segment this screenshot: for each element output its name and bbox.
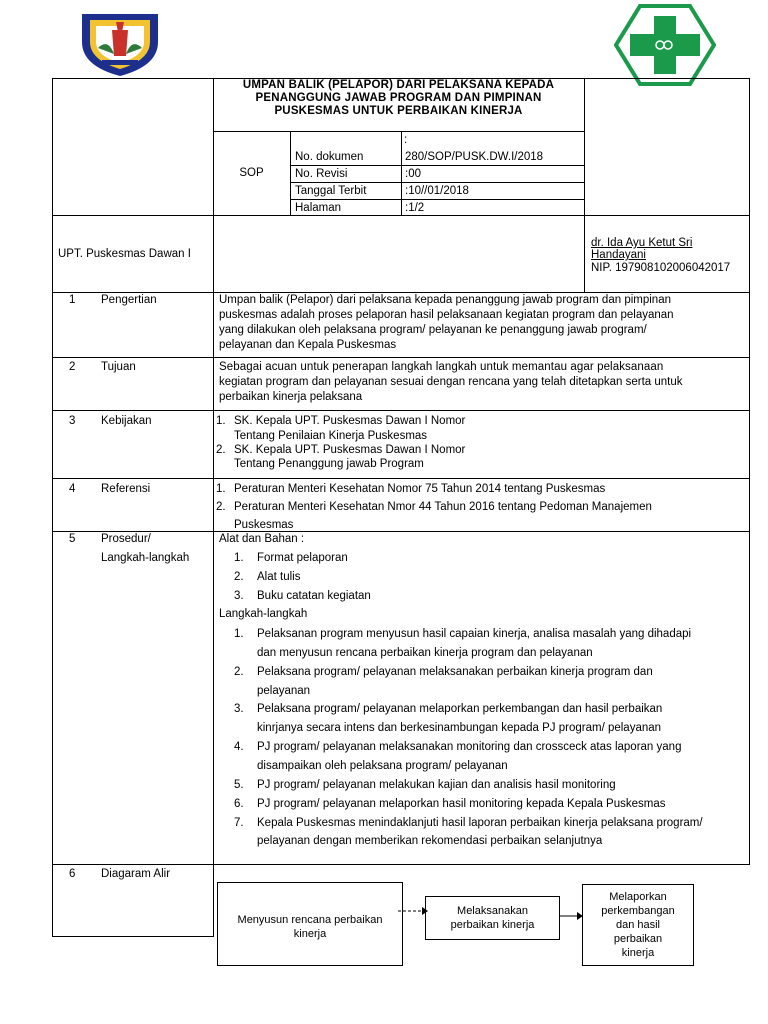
section-number: 4 <box>69 483 76 495</box>
signer-name-line-2: Handayani <box>591 249 646 261</box>
flow-box-text: Menyusun rencana perbaikan <box>237 914 383 926</box>
section-label-langkah: Langkah-langkah <box>101 552 190 564</box>
flow-box-report <box>582 884 694 966</box>
list-number: 3. <box>234 703 244 715</box>
document-title-line-3: PUSKESMAS UNTUK PERBAIKAN KINERJA <box>274 105 523 117</box>
referensi-item: Puskesmas <box>234 519 294 531</box>
step-item: kinrjanya secara intens dan berkesinambungan kepada PJ program/ pelayanan <box>257 722 662 734</box>
section-label-pengertian: Pengertian <box>101 294 157 306</box>
section-label-referensi: Referensi <box>101 483 151 495</box>
tools-heading: Alat dan Bahan : <box>219 533 305 545</box>
list-number: 6. <box>234 798 244 810</box>
pengertian-line: Umpan balik (Pelapor) dari pelaksana kepada penanggung jawab program dan pimpinan <box>219 294 671 306</box>
flow-arrow-icon <box>559 911 583 921</box>
list-number: 1. <box>216 415 226 427</box>
step-item: Pelaksanan program menyusun hasil capaian kinerja, analisa masalah yang dihadapi <box>257 628 692 640</box>
step-item: pelayanan dengan memberikan rekomendasi perbaikan selanjutnya <box>257 835 603 847</box>
section-label-tujuan: Tujuan <box>101 361 136 373</box>
green-cross-emblem-icon <box>614 4 716 86</box>
tool-item: Alat tulis <box>257 571 301 583</box>
section-number: 1 <box>69 294 76 306</box>
tujuan-line: kegiatan program dan pelayanan sesuai dengan rencana yang telah ditetapkan serta untuk <box>219 376 683 388</box>
steps-heading: Langkah-langkah <box>219 608 308 620</box>
step-item: Pelaksana program/ pelayanan melaksanakan perbaikan kinerja program dan <box>257 666 653 678</box>
list-number: 1. <box>216 483 226 495</box>
list-number: 4. <box>234 741 244 753</box>
section-number: 6 <box>69 868 76 880</box>
referensi-item: Peraturan Menteri Kesehatan Nomor 75 Tahun 2014 tentang Puskesmas <box>234 483 606 495</box>
list-number: 1. <box>234 552 244 564</box>
organization-name: UPT. Puskesmas Dawan I <box>58 248 191 260</box>
section-label-kebijakan: Kebijakan <box>101 415 152 427</box>
step-item: pelayanan <box>257 685 311 697</box>
referensi-item: Peraturan Menteri Kesehatan Nmor 44 Tahun 2016 tentang Pedoman Manajemen <box>234 501 652 513</box>
signer-nip: NIP. 197908102006042017 <box>591 262 731 274</box>
kebijakan-item: Tentang Penanggung jawab Program <box>234 458 424 470</box>
step-item: dan menyusun rencana perbaikan kinerja program dan pelayanan <box>257 647 593 659</box>
step-item: PJ program/ pelayanan melakukan kajian dan analisis hasil monitoring <box>257 779 616 791</box>
issue-date-value: :10//01/2018 <box>405 185 469 197</box>
flow-box-plan <box>217 882 403 966</box>
section-label-prosedur: Prosedur/ <box>101 533 151 545</box>
section-number: 2 <box>69 361 76 373</box>
list-number: 2. <box>234 666 244 678</box>
step-item: disampaikan oleh pelaksana program/ pelayanan <box>257 760 508 772</box>
section-number: 5 <box>69 533 76 545</box>
flow-box-text: perbaikan kinerja <box>450 919 535 931</box>
sop-label: SOP <box>239 167 264 179</box>
flow-box-text: perbaikan <box>613 933 663 945</box>
document-title-line-1: UMPAN BALIK (PELAPOR) DARI PELAKSANA KEPADA <box>242 79 555 91</box>
list-number: 7. <box>234 817 244 829</box>
step-item: PJ program/ pelayanan melaporkan hasil monitoring kepada Kepala Puskesmas <box>257 798 666 810</box>
page-value: :1/2 <box>405 202 425 214</box>
tujuan-line: Sebagai acuan untuk penerapan langkah langkah untuk memantau agar pelaksanaan <box>219 361 664 373</box>
page-label: Halaman <box>295 202 342 214</box>
step-item: Pelaksana program/ pelayanan melaporkan perkembangan dan hasil perbaikan <box>257 703 663 715</box>
doc-colon: : <box>404 134 408 146</box>
bali-crest-emblem-icon <box>76 8 164 78</box>
flow-box-text: kinerja <box>621 947 655 959</box>
revision-label: No. Revisi <box>295 168 348 180</box>
tool-item: Buku catatan kegiatan <box>257 590 371 602</box>
kebijakan-item: Tentang Penilaian Kinerja Puskesmas <box>234 430 428 442</box>
pengertian-line: pelayanan dan Kepala Puskesmas <box>219 339 397 351</box>
pengertian-line: yang dilakukan oleh pelaksana program/ pelayanan ke penanggung jawab program/ <box>219 324 647 336</box>
document-title-line-2: PENANGGUNG JAWAB PROGRAM DAN PIMPINAN <box>255 92 542 104</box>
step-item: PJ program/ pelayanan melaksanakan monitoring dan crossceck atas laporan yang <box>257 741 682 753</box>
tujuan-line: perbaikan kinerja pelaksana <box>219 391 363 403</box>
flow-box-text: Melaporkan <box>609 891 667 903</box>
kebijakan-item: SK. Kepala UPT. Puskesmas Dawan I Nomor <box>234 444 466 456</box>
list-number: 2. <box>216 444 226 456</box>
list-number: 2. <box>234 571 244 583</box>
issue-date-label: Tanggal Terbit <box>295 185 367 197</box>
doc-number-value: 280/SOP/PUSK.DW.I/2018 <box>405 151 544 163</box>
revision-value: :00 <box>405 168 421 180</box>
flow-box-text: kinerja <box>293 928 327 940</box>
flow-arrow-icon <box>398 906 428 916</box>
flow-box-implement <box>425 896 560 940</box>
kebijakan-item: SK. Kepala UPT. Puskesmas Dawan I Nomor <box>234 415 466 427</box>
list-number: 3. <box>234 590 244 602</box>
section-label-diagram: Diagaram Alir <box>101 868 171 880</box>
pengertian-line: puskesmas adalah proses pelaporan hasil pelaksanaan kegiatan program dan pelayanan <box>219 309 674 321</box>
list-number: 2. <box>216 501 226 513</box>
flow-box-text: dan hasil <box>615 919 661 931</box>
flow-box-text: Melaksanakan <box>457 905 528 917</box>
section-number: 3 <box>69 415 76 427</box>
list-number: 1. <box>234 628 244 640</box>
flow-box-text: perkembangan <box>601 905 675 917</box>
tool-item: Format pelaporan <box>257 552 348 564</box>
doc-number-label: No. dokumen <box>295 151 364 163</box>
list-number: 5. <box>234 779 244 791</box>
signer-name-line-1: dr. Ida Ayu Ketut Sri <box>591 237 693 249</box>
step-item: Kepala Puskesmas menindaklanjuti hasil laporan perbaikan kinerja pelaksana program/ <box>257 817 703 829</box>
